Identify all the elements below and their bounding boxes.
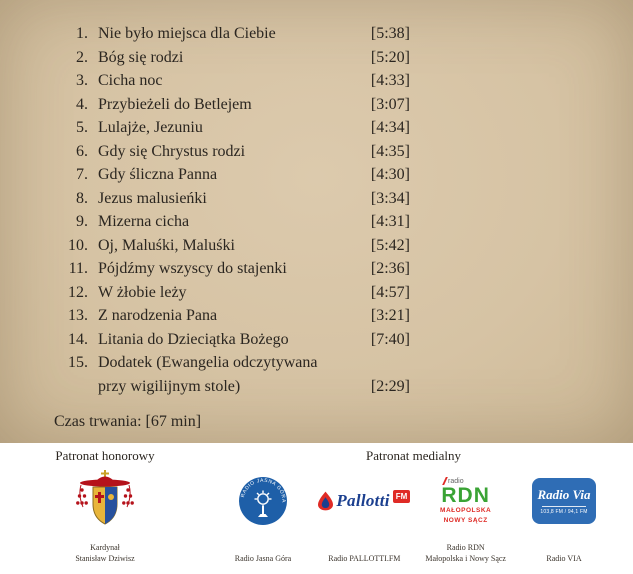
track-row (54, 351, 410, 398)
track-time: [4:31] (370, 213, 410, 230)
track-time: [3:34] (370, 189, 410, 207)
track-number: 2. (76, 48, 88, 66)
track-number: 12. (68, 283, 88, 301)
crest-caption-line1: Kardynał (90, 543, 120, 553)
track-number: 15. (68, 354, 88, 371)
pallotti-fm-badge: FM (393, 490, 411, 503)
honorary-patronage-section (30, 448, 180, 565)
pallotti-fm-icon (318, 468, 410, 534)
media-patronage-section (220, 448, 607, 565)
track-row (54, 234, 410, 258)
track-title: Gdy śliczna Panna (98, 166, 218, 183)
track-number: 11. (68, 260, 88, 277)
radio-rdn-caption (425, 543, 506, 565)
media-patronage-heading: Patronat medialny (366, 448, 461, 463)
track-row (54, 69, 410, 93)
track-number: 4. (76, 95, 88, 113)
track-number: 3. (76, 72, 88, 89)
track-time: [7:40] (370, 330, 410, 348)
track-number: 9. (76, 213, 88, 230)
track-time: [4:35] (370, 142, 410, 160)
track-time: [2:29] (370, 377, 410, 395)
track-title: Z narodzenia Pana (98, 307, 218, 324)
track-row (54, 116, 410, 140)
rdn-brand-text: RDN (441, 484, 490, 508)
track-title: W żłobie leży (98, 283, 187, 301)
rdn-region-line2: NOWY SĄCZ (443, 516, 488, 524)
radio-via-caption: Radio VIA (546, 554, 582, 564)
track-number: 1. (76, 25, 88, 42)
track-row (54, 281, 410, 305)
patronage-footer (0, 443, 633, 574)
rdn-caption-line2: Małopolska i Nowy Sącz (425, 554, 506, 564)
cardinal-coat-of-arms-icon (76, 468, 134, 534)
media-logos-row (220, 466, 607, 565)
track-time: [5:42] (370, 236, 410, 254)
track-row (54, 257, 410, 281)
track-number: 5. (76, 119, 88, 136)
track-row (54, 140, 410, 164)
track-number: 13. (68, 307, 88, 324)
track-row (54, 304, 410, 328)
radio-jasna-gora-caption: Radio Jasna Góra (234, 554, 292, 564)
track-time: [3:21] (370, 307, 410, 324)
jasna-gora-ring-text: RADIO JASNA GÓRA (240, 477, 287, 503)
track-title: Gdy się Chrystus rodzi (98, 142, 246, 160)
track-row (54, 210, 410, 234)
honorary-patronage-heading: Patronat honorowy (55, 448, 155, 463)
track-title: Lulajże, Jezuniu (98, 119, 203, 136)
radio-jasna-gora-block (220, 466, 306, 565)
via-divider (542, 506, 586, 507)
track-number: 8. (76, 189, 88, 207)
track-title: Bóg się rodzi (98, 48, 184, 66)
track-row (54, 46, 410, 70)
radio-pallotti-caption: Radio PALLOTTI.FM (328, 554, 401, 564)
via-brand-text: Radio Via (537, 487, 591, 502)
track-title: Przybieżeli do Betlejem (98, 95, 252, 113)
track-time: [5:38] (370, 25, 410, 42)
track-time: [5:20] (370, 48, 410, 66)
track-time: [4:34] (370, 119, 410, 136)
track-number: 14. (68, 330, 88, 348)
track-title: Mizerna cicha (98, 213, 190, 230)
crest-caption-line2: Stanisław Dziwisz (75, 554, 135, 564)
track-row (54, 187, 410, 211)
track-number: 10. (68, 236, 88, 254)
via-frequency-text: 103,8 FM / 94,1 FM (540, 509, 588, 515)
rdn-caption-line1: Radio RDN (446, 543, 485, 553)
total-duration: Czas trwania: [67 min] (54, 413, 202, 430)
rdn-region-line1: MAŁOPOLSKA (440, 507, 492, 515)
track-title: Cicha noc (98, 72, 163, 89)
track-list (54, 22, 410, 398)
track-row (54, 328, 410, 352)
radio-via-icon (532, 468, 596, 534)
rdn-radio-word: radio (448, 477, 464, 485)
track-row (54, 93, 410, 117)
pallotti-flame-icon (318, 491, 333, 511)
track-title: Nie było miejsca dla Ciebie (98, 25, 276, 42)
track-title: Oj, Maluśki, Maluśki (98, 236, 235, 254)
track-time: [4:57] (370, 283, 410, 301)
track-time: [3:07] (370, 95, 410, 113)
track-time: [4:33] (370, 72, 410, 89)
radio-via-block (521, 466, 607, 565)
radio-rdn-block (423, 466, 509, 565)
radio-jasna-gora-icon (238, 468, 288, 534)
track-title: Jezus malusieńki (98, 189, 207, 207)
track-time: [2:36] (370, 260, 410, 277)
radio-pallotti-block (318, 466, 410, 565)
track-title: Litania do Dzieciątka Bożego (98, 330, 289, 348)
cardinal-crest-block (62, 466, 148, 565)
track-title: Pójdźmy wszyscy do stajenki (98, 260, 287, 277)
track-row (54, 163, 410, 187)
rdn-logo-icon (440, 468, 491, 534)
honorary-logos-row (30, 466, 180, 565)
track-number: 7. (76, 166, 88, 183)
pallotti-brand-text: Pallotti (336, 491, 390, 510)
cardinal-crest-caption (75, 543, 134, 565)
track-time: [4:30] (370, 166, 410, 183)
track-title: Dodatek (Ewangelia odczytywana przy wigilijnym stole) (98, 354, 318, 395)
track-number: 6. (76, 142, 88, 160)
track-row (54, 22, 410, 46)
